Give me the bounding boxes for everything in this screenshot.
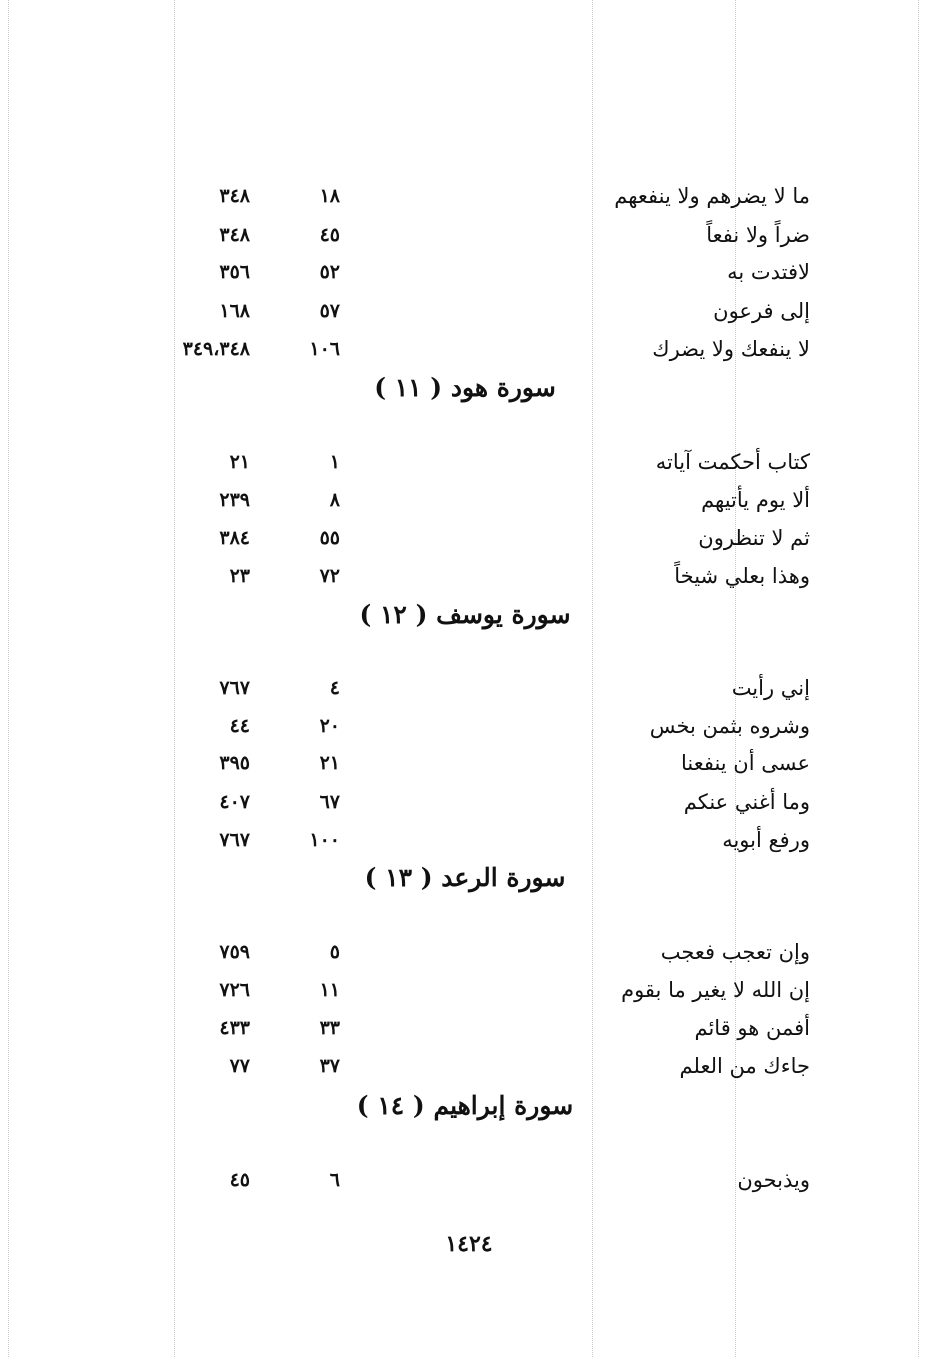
entry-verse-number: ١١ [319, 979, 340, 1001]
entry-page-reference: ٤٥ [229, 1169, 250, 1191]
entry-phrase: إلى فرعون [713, 299, 810, 323]
entry-phrase: ألا يوم يأتيهم [701, 488, 810, 512]
entry-phrase: ضراً ولا نفعاً [706, 223, 810, 247]
index-entry [0, 446, 928, 482]
entry-page-reference: ٢٣٩ [219, 489, 250, 511]
index-entry [0, 1012, 928, 1048]
entry-verse-number: ٨ [329, 489, 340, 511]
surah-heading-ar-rad: سورة الرعد ( ١٣ ) [364, 863, 566, 892]
entry-verse-number: ٤ [329, 677, 340, 699]
index-entry [0, 1164, 928, 1200]
entry-phrase: جاءك من العلم [679, 1054, 810, 1078]
index-entry [0, 560, 928, 596]
entry-verse-number: ٧٢ [319, 565, 340, 587]
entry-verse-number: ٢٠ [319, 715, 340, 737]
index-entry [0, 333, 928, 369]
entry-page-reference: ٣٥٦ [219, 261, 250, 283]
entry-phrase: إني رأيت [731, 676, 810, 700]
entry-verse-number: ٥٥ [319, 527, 340, 549]
entry-verse-number: ١٠٦ [309, 338, 340, 360]
entry-verse-number: ٤٥ [319, 224, 340, 246]
index-entry [0, 786, 928, 822]
entry-phrase: وشروه بثمن بخس [649, 714, 810, 738]
entry-verse-number: ١٨ [319, 185, 340, 207]
entry-verse-number: ١ [329, 451, 340, 473]
entry-page-reference: ٣٤٩،٣٤٨ [182, 338, 250, 360]
entry-phrase: وإن تعجب فعجب [660, 940, 810, 964]
entry-verse-number: ٣٣ [319, 1017, 340, 1039]
entry-page-reference: ٣٤٨ [219, 224, 250, 246]
entry-verse-number: ٥٧ [319, 300, 340, 322]
index-entry [0, 672, 928, 708]
index-entry [0, 747, 928, 783]
entry-phrase: ورفع أبويه [722, 828, 810, 852]
entry-phrase: وهذا بعلي شيخاً [674, 564, 810, 588]
entry-phrase: ثم لا تنظرون [698, 526, 810, 550]
surah-heading-yusuf: سورة يوسف ( ١٢ ) [359, 600, 571, 629]
entry-verse-number: ٢١ [319, 752, 340, 774]
entry-phrase: وما أغني عنكم [683, 790, 810, 814]
entry-verse-number: ٦٧ [319, 791, 340, 813]
entry-page-reference: ٣٩٥ [219, 752, 250, 774]
entry-phrase: أفمن هو قائم [694, 1016, 810, 1040]
index-entry [0, 522, 928, 558]
entry-page-reference: ٣٤٨ [219, 185, 250, 207]
entry-page-reference: ٣٨٤ [219, 527, 250, 549]
entry-page-reference: ٧٦٧ [219, 677, 250, 699]
index-entry [0, 484, 928, 520]
index-entry [0, 974, 928, 1010]
entry-page-reference: ٧٧ [229, 1055, 250, 1077]
entry-page-reference: ٧٢٦ [219, 979, 250, 1001]
entry-verse-number: ١٠٠ [309, 829, 340, 851]
entry-page-reference: ٤٠٧ [219, 791, 250, 813]
entry-page-reference: ٢١ [229, 451, 250, 473]
entry-verse-number: ٣٧ [319, 1055, 340, 1077]
entry-verse-number: ٥ [329, 941, 340, 963]
entry-phrase: إن الله لا يغير ما بقوم [621, 978, 810, 1002]
entry-page-reference: ٤٣٣ [219, 1017, 250, 1039]
index-entry [0, 1050, 928, 1086]
index-entry [0, 710, 928, 746]
entry-phrase: ما لا يضرهم ولا ينفعهم [614, 184, 810, 208]
surah-heading-ibrahim: سورة إبراهيم ( ١٤ ) [356, 1091, 574, 1120]
entry-page-reference: ٧٥٩ [219, 941, 250, 963]
entry-phrase: لافتدت به [727, 260, 810, 284]
entry-phrase: لا ينفعك ولا يضرك [652, 337, 810, 361]
entry-page-reference: ٤٤ [229, 715, 250, 737]
entry-page-reference: ١٦٨ [219, 300, 250, 322]
entry-verse-number: ٥٢ [319, 261, 340, 283]
index-entry [0, 824, 928, 860]
index-entry [0, 936, 928, 972]
entry-phrase: ويذبحون [737, 1168, 810, 1192]
index-entry [0, 180, 928, 216]
entry-phrase: كتاب أحكمت آياته [655, 450, 810, 474]
index-entry [0, 295, 928, 331]
surah-heading-hud: سورة هود ( ١١ ) [374, 373, 556, 402]
entry-page-reference: ٢٣ [229, 565, 250, 587]
index-entry [0, 256, 928, 292]
entry-verse-number: ٦ [329, 1169, 340, 1191]
entry-page-reference: ٧٦٧ [219, 829, 250, 851]
index-entry [0, 219, 928, 255]
page-number: ١٤٢٤ [445, 1231, 493, 1257]
entry-phrase: عسى أن ينفعنا [680, 751, 810, 775]
